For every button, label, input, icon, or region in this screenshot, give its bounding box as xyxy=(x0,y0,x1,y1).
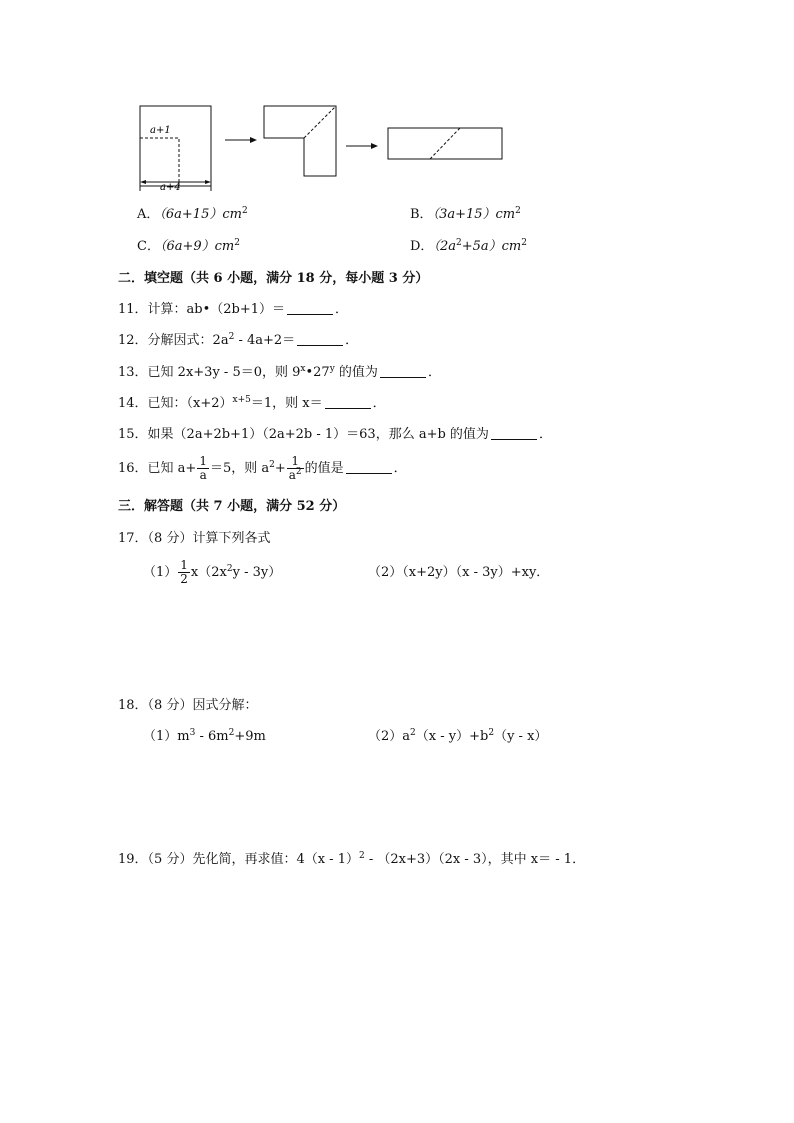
question-19: 19．（5 分）先化简，再求值：4（x - 1）$^2$ - （2x+3）（2x - 3），其中 x＝ - 1． xyxy=(118,851,586,867)
option-d[interactable]: D．$(2a^2+5a)cm^2$ xyxy=(410,238,527,254)
answer-blank-13[interactable] xyxy=(380,365,426,378)
fraction-one-half: $\frac{1}{2}$ xyxy=(180,558,188,586)
option-b[interactable]: B．$(3a+15)cm^2$ xyxy=(410,206,521,222)
question-18: 18．（8 分）因式分解： xyxy=(118,698,258,713)
question-14: 14．已知：$(x+2)^{x+5}=1$，则 x＝ ． xyxy=(118,395,386,411)
answer-blank-16[interactable] xyxy=(346,461,392,474)
fraction-1-over-a-squared: $\frac{1}{a^2}$ xyxy=(288,454,302,482)
question-18-part-1: $(1)m^3 - 6m^2+9m$ xyxy=(143,728,266,744)
answer-blank-15[interactable] xyxy=(491,427,537,440)
question-17: 17．（8 分）计算下列各式 xyxy=(118,531,271,546)
answer-blank-12[interactable] xyxy=(297,333,343,346)
question-16: 16．已知 a+ $\frac{1}{a}$ ＝5，则 $a^2+$ $\frac{1}{a^2}$ 的值是 ． xyxy=(118,454,407,482)
section-3-title: 三．解答题（共 7 小题，满分 52 分） xyxy=(118,499,346,514)
question-11: 11．计算：ab•（2b+1）＝ ． xyxy=(118,302,349,317)
option-c[interactable]: C．$(6a+9)cm^2$ xyxy=(137,238,240,254)
fraction-1-over-a: $\frac{1}{a}$ xyxy=(199,454,207,482)
geometry-figure xyxy=(130,98,510,198)
question-15: 15．如果（2a+2b+1）（2a+2b - 1）＝63，那么 a+b 的值为 ． xyxy=(118,427,552,442)
answer-blank-14[interactable] xyxy=(325,396,371,409)
question-12: 12．分解因式：$2a^2 - 4a+2=$ ． xyxy=(118,332,359,348)
answer-blank-11[interactable] xyxy=(287,302,333,315)
question-18-part-2: $(2)a^2(x - y)+b^2(y - x)$ xyxy=(368,728,548,744)
inner-dashed-square xyxy=(140,138,179,186)
large-square xyxy=(140,106,211,186)
question-17-part-1: （1） $\frac{1}{2}$ $x(2x^2y - 3y)$ xyxy=(143,558,282,586)
question-13: 13．已知 2x+3y - 5＝0，则 9$^x$•27$^y$ 的值为 ． xyxy=(118,364,441,380)
width-label: a+4 xyxy=(160,182,181,193)
option-a[interactable]: A．$(6a+15)cm^2$ xyxy=(137,206,248,222)
section-2-title: 二．填空题（共 6 小题，满分 18 分，每小题 3 分） xyxy=(118,271,429,286)
inner-label: a+1 xyxy=(150,125,171,136)
question-17-part-2: （2）（x+2y）（x - 3y）+xy． xyxy=(368,565,550,580)
